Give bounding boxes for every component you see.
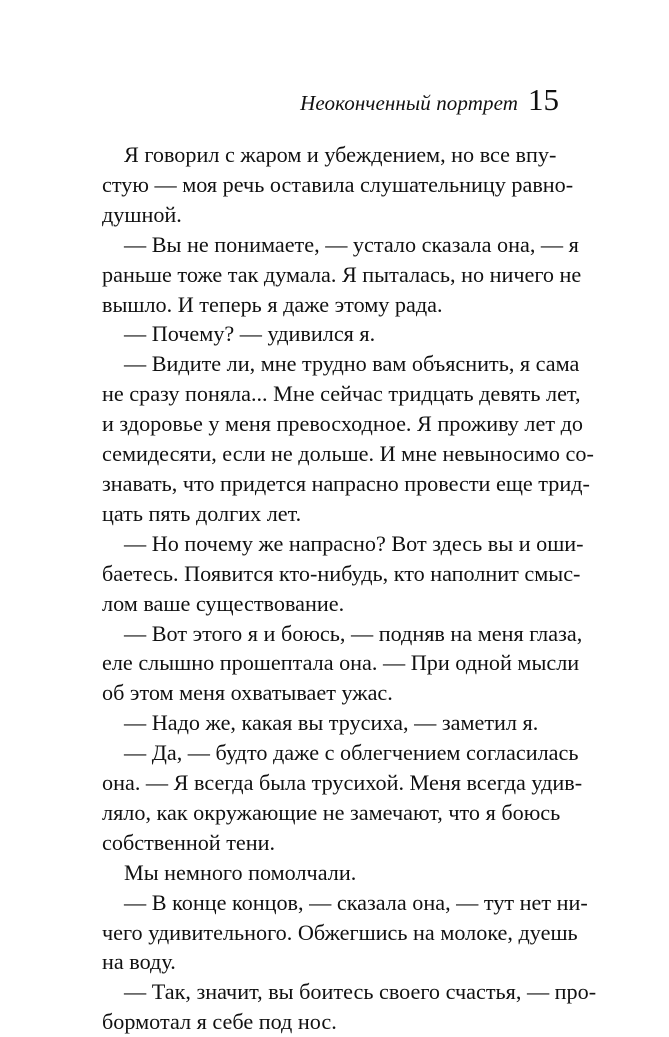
page-number: 15 [528,82,559,117]
text-line: на воду. [102,949,176,975]
text-line: ляло, как окружающие не замечают, что я боюсь [102,799,561,825]
text-line: стую — моя речь оставила слушательницу равно- [102,171,574,197]
text-line: — Надо же, какая вы трусиха, — заметил я. [124,710,539,736]
text-line: раньше тоже так думала. Я пыталась, но ничего не [102,261,582,287]
text-line: — Вы не понимаете, — устало сказала она, — я [124,231,579,257]
running-header [300,84,559,116]
text-line: не сразу поняла... Мне сейчас тридцать девять лет, [102,381,581,407]
text-line: — Так, значит, вы боитесь своего счастья, — про- [124,979,597,1005]
text-line: она. — Я всегда была трусихой. Меня всегда удив- [102,770,583,796]
text-line: лом ваше существование. [102,590,345,616]
text-line: — В конце концов, — сказала она, — тут нет ни- [124,889,588,915]
text-line: Я говорил с жаром и убеждением, но все впу- [124,142,557,167]
text-line: еле слышно прошептала она. — При одной мысли [102,650,580,676]
text-line: собственной тени. [102,829,276,855]
text-line: баетесь. Появится кто-нибудь, кто наполнит смыс- [102,560,581,586]
text-line: бормотал я себе под нос. [102,1009,337,1035]
text-line: Мы немного помолчали. [124,859,357,885]
text-line: душной. [102,201,182,227]
text-line: и здоровье у меня превосходное. Я проживу лет до [102,411,583,437]
text-line: — Почему? — удивился я. [124,321,376,347]
text-line: цать пять долгих лет. [102,500,302,526]
text-line: семидесяти, если не дольше. И мне невыносимо со- [102,441,594,467]
text-line: — Но почему же напрасно? Вот здесь вы и оши- [124,530,584,556]
text-line: чего удивительного. Обжегшись на молоке, дуешь [102,919,578,945]
text-line: об этом меня охватывает ужас. [102,680,393,706]
text-line: — Видите ли, мне трудно вам объяснить, я сама [124,351,580,377]
text-line: вышло. И теперь я даже этому рада. [102,291,443,317]
text-line: знавать, что придется напрасно провести еще трид- [102,470,590,496]
running-header-title: Неоконченный портрет [300,91,518,115]
body-text [102,140,597,1037]
text-line: — Вот этого я и боюсь, — подняв на меня глаза, [124,620,583,646]
text-line: — Да, — будто даже с облегчением согласилась [124,740,579,766]
